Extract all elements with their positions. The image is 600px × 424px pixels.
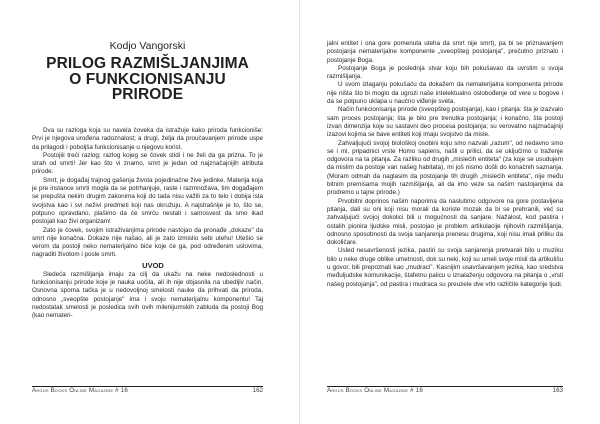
paragraph: Način funkcionisanja prirode (sveopšteg postojanja), kao i pitanja: šta je izazvalo sam proces postojanja; šta je bilo pre trenutka postojanja; i konačno, šta postoji izvan dimenzija koje su sastavni deo procesa postojanja; su verovatno najznačajniji izazovi kojima se bave entiteti koji imaju svojstvo da misle. (327, 106, 563, 139)
right-body-text (327, 40, 563, 289)
section-heading: UVOD (142, 260, 164, 270)
paragraph: Zato je čovek, svojim istraživanjima prirode nastojao da pronađe „dokaze" da smrt nije konačna. Dokaze nije našao, ali je zato izmislio sebi utehu! Utešio se verom da postoji neko nematerijalno biće koje će ga, pod određenim uslovima, nagraditi životom i posle smrti. (32, 226, 263, 259)
paragraph: Postojanje Boga je poslednja stvar koju bih pokušavao da uvrstim u svoja razmišljanja. (327, 64, 563, 81)
paragraph: Sledeća razmišljanja imaju za cilj da ukažu na neke nedoslednosti u funkcionisanju prirode koje je nauka uočila, ali ih nije objasnila na ubedljiv način. Osnovna sporna tačka je u nedovoljnoj smelosti nauke da prihvati da priroda, odnosno „sveopšte postojanje" ima i svoju nematerijalnu komponentu! Taj nedostatak smelosti je posledica svih ovih milenijumskih zabluda da postoji Bog (kao nemateri- (32, 270, 263, 320)
paragraph: jalni entitet i ona gore pomenuta uteha da smrt nije smrt), pa bi se priznavanjem postojanja nematerijalne komponente „sveopšteg postojanja", prečutno priznalo i postojanje Boga. (327, 40, 563, 64)
paragraph: Postojiii treći razlog; razlog kojeg se čovek stidi i ne želi da ga prizna. To je strah od smrti! Jer kao što vi znamo, smrt je jedan od najznačajnijih atributa prirode. (32, 151, 263, 176)
page-number: 163 (552, 387, 563, 394)
right-page (300, 0, 600, 424)
paragraph: Smrt, je događaj trajnog gašenja života pojedinačne žive jedinke. Materija koja je pre instance smrti mogla da se potrhanjuje, raste i razmnožava, tim događajem se prepušta nekim drugim zakonima koji do tada nisu važili za to telo i dobija ista svojstva kao i svi neživi predmeti koji nas okružuju. A najstrašnije je to, što se, potpuno opravdano, plašimo da će smrću nestati i samosvest da smo ikad postojali kao živi organizam! (32, 176, 263, 226)
title-line-2: O FUNKCIONISANJU (69, 70, 226, 88)
footer-magazine-name: Argus Books Online Magazine # 16 (32, 387, 128, 394)
paragraph: Zahvaljujući svojoj biološkoj osobini koju smo nazvali „razum", od nedavno smo se i mi, pripadnici vrste Homo sapiens, našli u prilici, da se uključimo u traženje odgovora na ta pitanja. Za razliku od drugih „mislećih entiteta" (za koje se usudujem da mislim da postoje van našeg habitata), mi još nismo došli do konačnih saznanja. (Moram odmah da naglasim da postojanje tih drugih „mislećih entiteta", nije među bitnim premisama mojih razmišljanja, ali da imo veze sa našim nastojanjima da prodremo u tajne prirode.) (327, 139, 563, 197)
author-name: Kodjo Vangorski (109, 40, 186, 52)
paragraph: U svom izlaganju pokušaću da dokažem da nematerijalna komponenta prirode nije ništa što bi moglo da ugrozi naše intelektualno oslobođenje od vere u bogove i da se potpuno uklapa u naučno viđenje sveta. (327, 81, 563, 106)
paragraph: Prvobitni doprinos našim naporima da naslutimo odgovore na gore postavljena pitanja, dali su oni koji nisu morali da koriste mozak da bi se prehranili, već su zahvaljujući svojoj dokolici bili u mogućnosti da sanjare. Nažalost, kod pastira i ostalih pionira ljudske misli, postojao je problem artikulacije njihovih razmišljanja, odnosno sposobnosti da svoja sanjarenja prenesu drugima, koji nisu imali priliku da dokoličare. (327, 197, 563, 247)
page-number: 162 (252, 387, 263, 394)
footer-magazine-name: Argus Books Online Magazine # 16 (327, 387, 423, 394)
paragraph: Usled nesavršenosti jezika, pastiri su svoja sanjarenja pretvarali bilo u muziku bilo u neke druge oblike umetnosti, dok su neki, koji su umeli svoje misli da artikulišu u govor, bili prepoznati kao „mudraci". Kasnijim usavršavanjem jezika, kao sredstva međuljudske komunikacije, štafetnu palicu u iznalaženju odgovora na pitanja o „vrsti našeg postojanja", od pastira i mudraca su preuzele dve vrlo različite kategorije ljudi. (327, 247, 563, 288)
title-line-3: PRIRODE (111, 86, 184, 103)
title-line-1: PRILOG RAZMIŠLJANJIMA (46, 55, 249, 72)
page-footer (32, 386, 263, 395)
article-title (32, 56, 263, 103)
page-footer (327, 386, 563, 395)
paragraph: Dva su razloga koja su navela čoveka da istražuje kako priroda funkcioniše: Prvi je njegova urođena radoznalost; a drugi, želja da proučavanjem prirode uspe da prilagodi i poboljša funkcionisanje u njegovu korist. (32, 127, 263, 151)
left-body-text (32, 127, 263, 321)
